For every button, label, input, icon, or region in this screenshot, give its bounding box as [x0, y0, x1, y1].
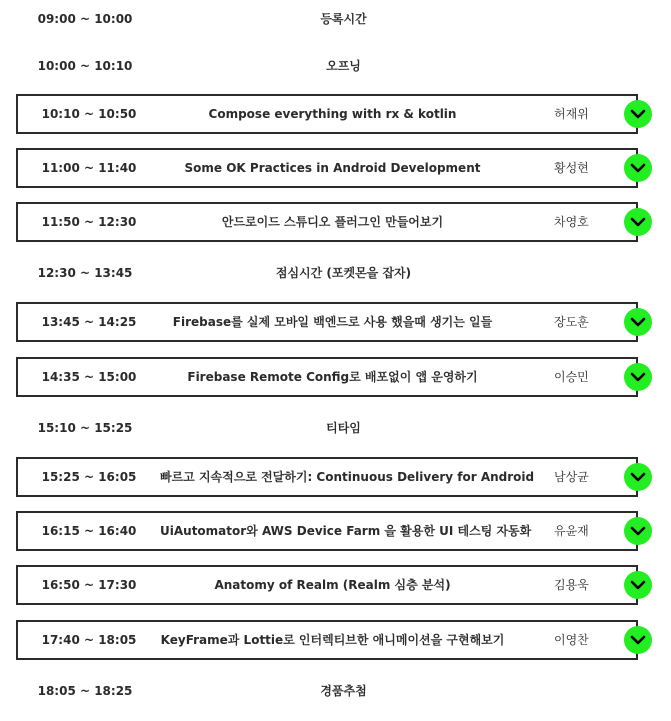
session-row[interactable] — [16, 565, 638, 605]
schedule-row-break — [0, 56, 671, 76]
chevron-down-icon — [629, 576, 647, 594]
session-speaker: 허재위 — [554, 107, 589, 121]
session-time: 10:10 ~ 10:50 — [41, 107, 137, 121]
session-time: 17:40 ~ 18:05 — [41, 633, 137, 647]
session-title: 안드로이드 스튜디오 플러그인 만들어보기 — [221, 215, 444, 229]
chevron-down-icon — [629, 105, 647, 123]
row-time: 18:05 ~ 18:25 — [37, 684, 133, 698]
session-row[interactable] — [16, 148, 638, 188]
chevron-down-icon — [629, 468, 647, 486]
row-time: 09:00 ~ 10:00 — [37, 12, 133, 26]
session-row[interactable] — [16, 457, 638, 497]
expand-toggle-button[interactable] — [624, 626, 652, 654]
session-row[interactable] — [16, 620, 638, 660]
session-time: 13:45 ~ 14:25 — [41, 315, 137, 329]
row-time: 12:30 ~ 13:45 — [37, 266, 133, 280]
chevron-down-icon — [629, 213, 647, 231]
chevron-down-icon — [629, 313, 647, 331]
session-row[interactable] — [16, 511, 638, 551]
session-title: Compose everything with rx & kotlin — [208, 107, 457, 121]
session-title: Some OK Practices in Android Development — [184, 161, 481, 175]
row-title: 점심시간 (포켓몬을 잡자) — [275, 266, 412, 280]
session-speaker: 김용욱 — [554, 578, 589, 592]
session-time: 16:50 ~ 17:30 — [41, 578, 137, 592]
chevron-down-icon — [629, 631, 647, 649]
session-title: Firebase를 실제 모바일 백엔드로 사용 했을때 생기는 일들 — [172, 315, 493, 329]
session-title: Anatomy of Realm (Realm 심층 분석) — [214, 578, 451, 592]
session-speaker: 차영호 — [554, 215, 589, 229]
session-row[interactable] — [16, 302, 638, 342]
chevron-down-icon — [629, 159, 647, 177]
row-time: 10:00 ~ 10:10 — [37, 59, 133, 73]
row-title: 경품추첨 — [320, 684, 367, 698]
session-time: 16:15 ~ 16:40 — [41, 524, 137, 538]
expand-toggle-button[interactable] — [624, 571, 652, 599]
session-time: 11:50 ~ 12:30 — [41, 215, 137, 229]
expand-toggle-button[interactable] — [624, 363, 652, 391]
session-title: UiAutomator와 AWS Device Farm 을 활용한 UI 테스팅 자동화 — [160, 524, 532, 538]
expand-toggle-button[interactable] — [624, 208, 652, 236]
row-title: 티타임 — [326, 421, 361, 435]
row-time: 15:10 ~ 15:25 — [37, 421, 133, 435]
chevron-down-icon — [629, 368, 647, 386]
session-time: 15:25 ~ 16:05 — [41, 470, 137, 484]
chevron-down-icon — [629, 522, 647, 540]
schedule-row-break — [0, 9, 671, 29]
session-title: 빠르고 지속적으로 전달하기: Continuous Delivery for Android — [160, 470, 535, 484]
session-speaker: 이승민 — [554, 370, 589, 384]
session-speaker: 황성현 — [554, 161, 589, 175]
expand-toggle-button[interactable] — [624, 154, 652, 182]
session-speaker: 장도훈 — [554, 315, 589, 329]
session-row[interactable] — [16, 202, 638, 242]
session-time: 11:00 ~ 11:40 — [41, 161, 137, 175]
expand-toggle-button[interactable] — [624, 517, 652, 545]
expand-toggle-button[interactable] — [624, 308, 652, 336]
session-row[interactable] — [16, 357, 638, 397]
row-title: 오프닝 — [326, 59, 361, 73]
session-time: 14:35 ~ 15:00 — [41, 370, 137, 384]
session-speaker: 유윤재 — [554, 524, 589, 538]
row-title: 등록시간 — [320, 12, 367, 26]
schedule-row-break — [0, 418, 671, 438]
session-row[interactable] — [16, 94, 638, 134]
session-speaker: 이영찬 — [554, 633, 589, 647]
expand-toggle-button[interactable] — [624, 463, 652, 491]
expand-toggle-button[interactable] — [624, 100, 652, 128]
session-speaker: 남상균 — [554, 470, 589, 484]
session-title: KeyFrame과 Lottie로 인터렉티브한 애니메이션을 구현해보기 — [160, 633, 505, 647]
session-title: Firebase Remote Config로 배포없이 앱 운영하기 — [187, 370, 478, 384]
schedule-row-break — [0, 681, 671, 701]
schedule-row-break — [0, 263, 671, 283]
